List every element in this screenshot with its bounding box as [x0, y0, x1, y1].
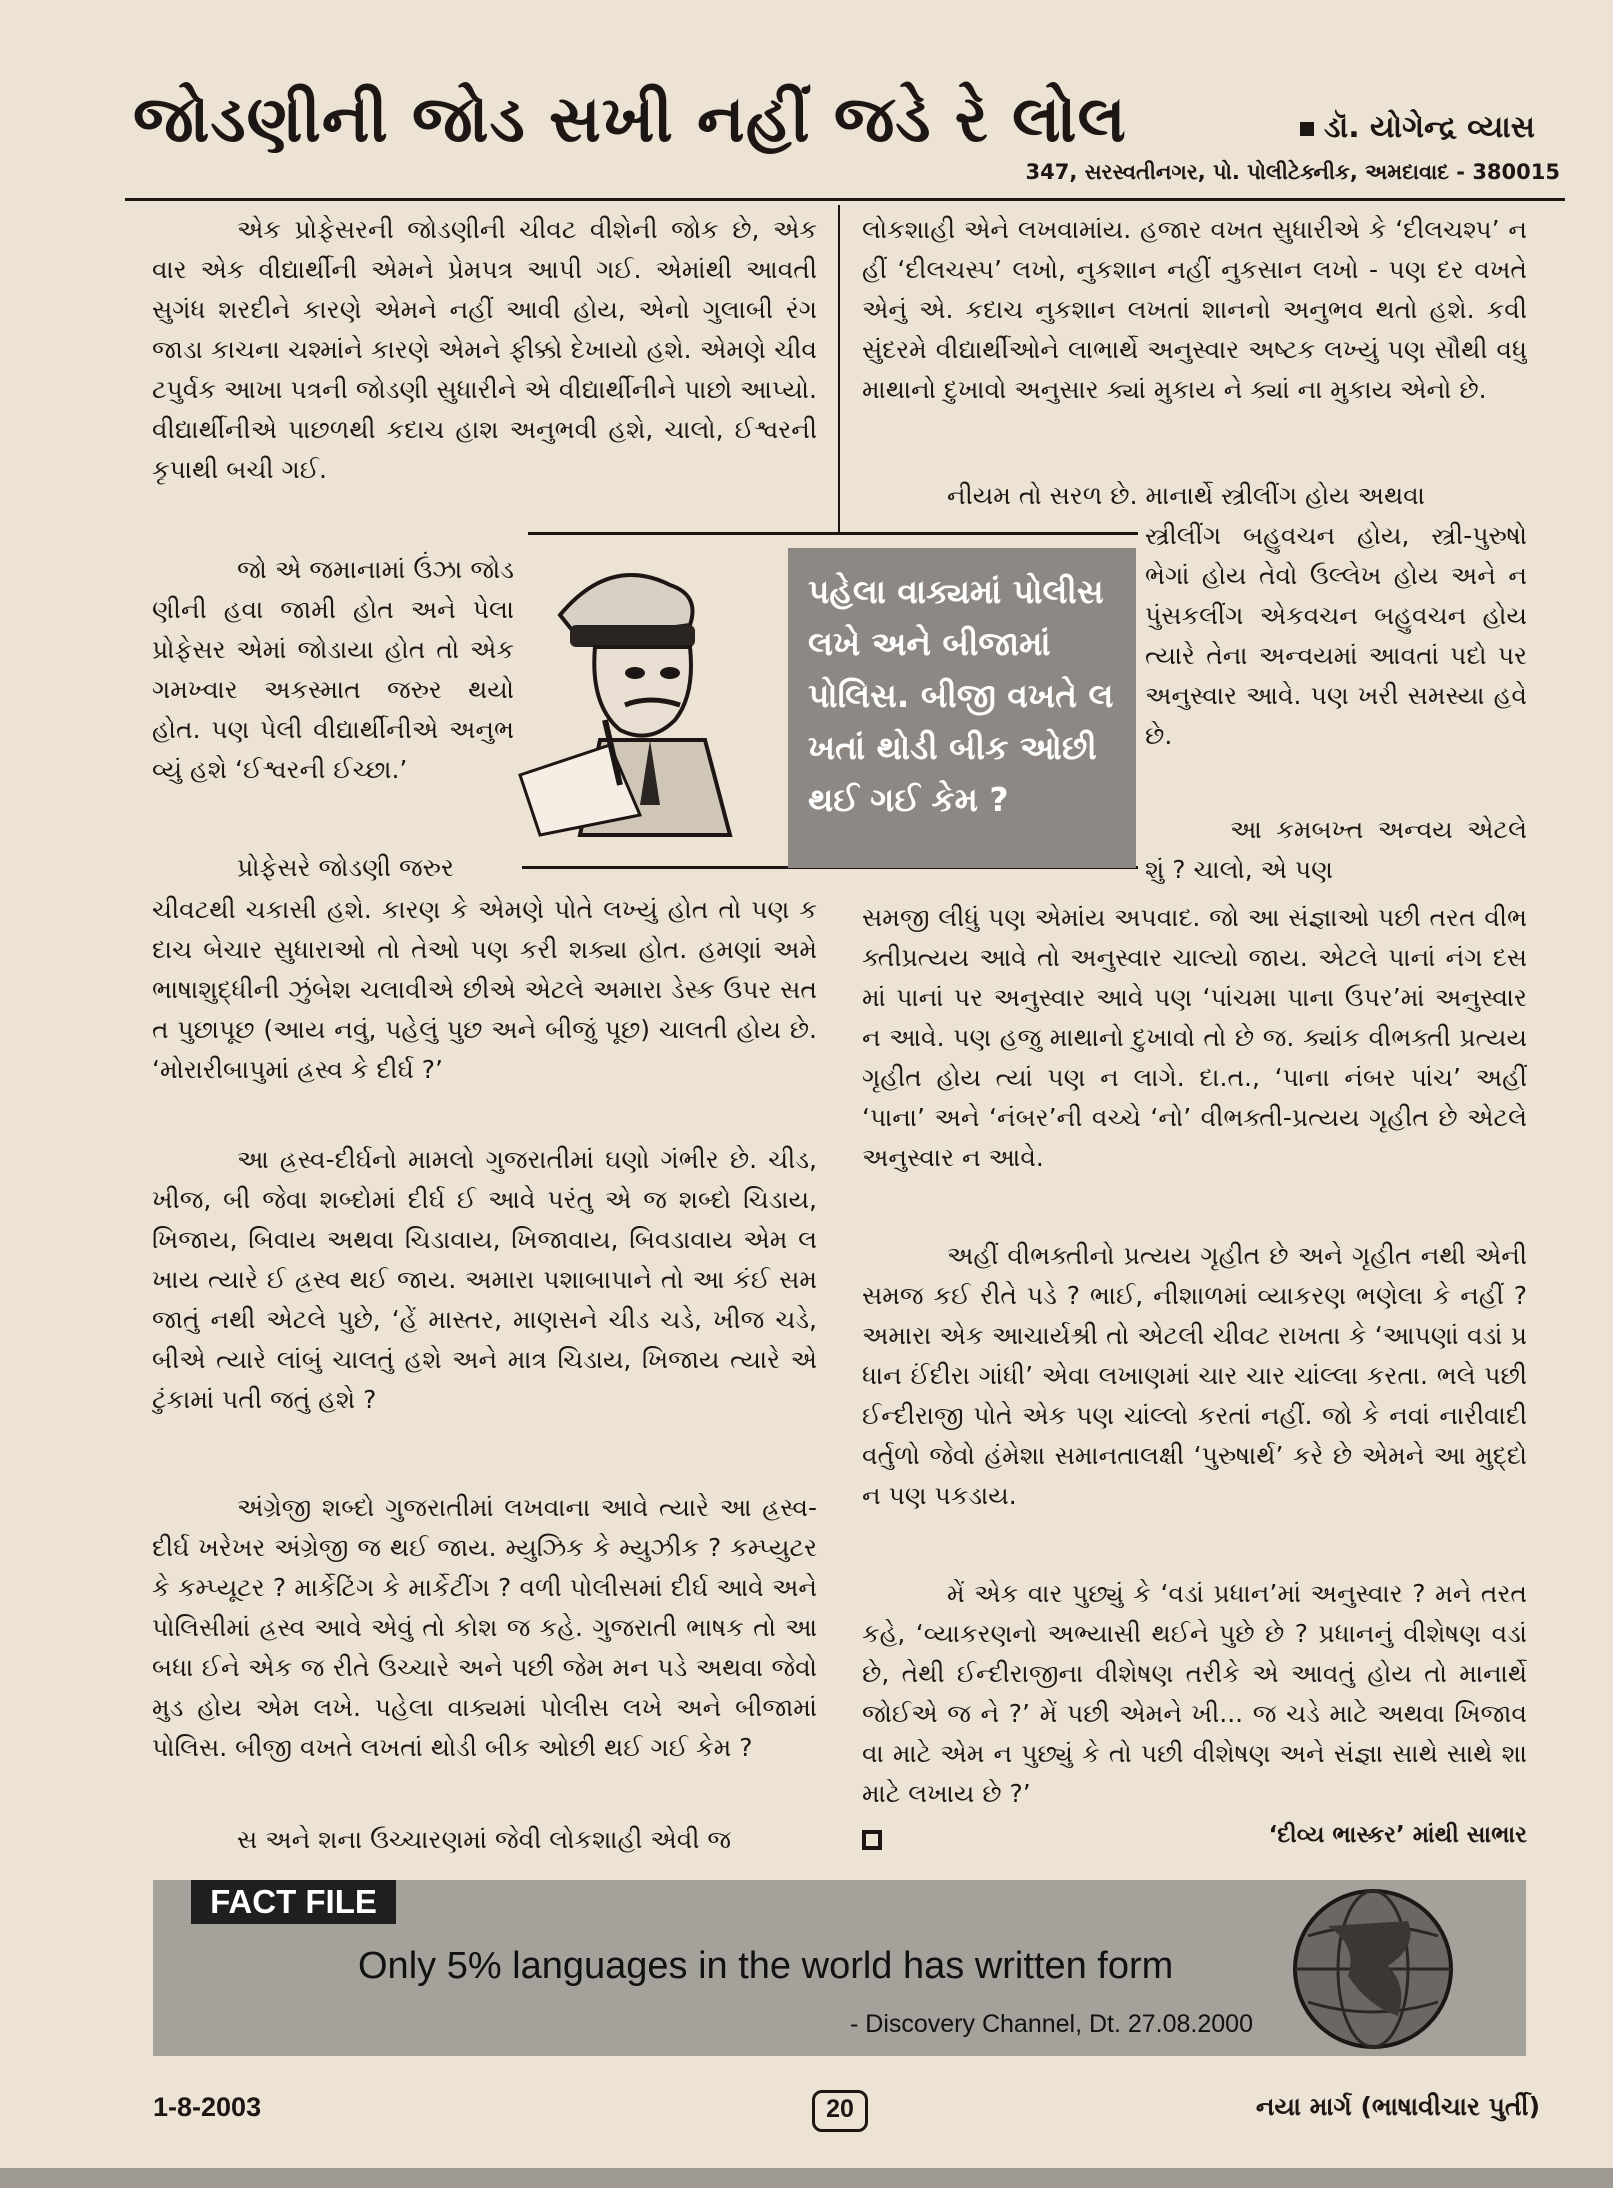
right-paragraph-2-continued: સ્ત્રીલીંગ બહુવચન હોય, સ્ત્રી-પુરુષો ભેગાં હોય તેવો ઉલ્લેખ હોય અને નપુંસકલીંગ એકવચન બહુવચન હોય ત્યારે તેના અન્વયમાં આવતાં પદો પર અનુસ્વાર આવે. પણ ખરી સમસ્યા હવે છે.	[1145, 521, 1527, 750]
left-paragraph-6: સ અને શના ઉચ્ચારણમાં જેવી લોકશાહી એવી જ	[237, 1825, 732, 1854]
footer-date: 1-8-2003	[153, 2092, 262, 2122]
right-paragraph-3-start: આ કમબખ્ત અન્વય એટલે શું ? ચાલો, એ પણ	[1145, 815, 1527, 884]
right-paragraph-3-continued: સમજી લીધું પણ એમાંય અપવાદ. જો આ સંજ્ઞાઓ પછી તરત વીભક્તીપ્રત્યય આવે તો અનુસ્વાર ચાલ્યો જાય. એટલે પાનાં નંગ દસમાં પાનાં પર અનુસ્વાર આવે પણ ‘પાંચમા પાના ઉપર’માં અનુસ્વાર ન આવે. પણ હજુ માથાનો દુખાવો તો છે જ. ક્યાંક વીભક્તી પ્રત્યય ગૃહીત હોય ત્યાં પણ ન લાગે. દા.ત., ‘પાના નંબર પાંચ’ અહીં ‘પાના’ અને ‘નંબર’ની વચ્ચે ‘નો’ વીભક્તી-પ્રત્યય ગૃહીત છે એટલે અનુસ્વાર ન આવે.	[862, 903, 1527, 1172]
end-mark-icon	[862, 1830, 882, 1850]
left-paragraph-2: જો એ જમાનામાં ઉંઝા જોડણીની હવા જામી હોત અને પેલા પ્રોફેસર એમાં જોડાયા હોત તો એક ગમખ્વાર અકસ્માત જરુર થયો હોત. પણ પેલી વીદ્યાર્થીનીએ અનુભવ્યું હશે ‘ઈશ્વરની ઈચ્છા.’	[152, 555, 514, 784]
left-paragraph-5: અંગ્રેજી શબ્દો ગુજરાતીમાં લખવાના આવે ત્યારે આ હ્રસ્વ-દીર્ઘ ખરેખર અંગ્રેજી જ થઈ જાય. મ્યુઝિક કે મ્યુઝીક ? કમ્પ્યુટર કે કમ્પ્યૂટર ? માર્કેટિંગ કે માર્કેટીંગ ? વળી પોલીસમાં દીર્ઘ આવે અને પોલિસીમાં હ્રસ્વ આવે એવું તો કોશ જ કહે. ગુજરાતી ભાષક તો આ બધા ઈને એક જ રીતે ઉચ્ચારે અને પછી જેમ મન પડે અથવા જેવો મુડ હોય એમ લખે. પહેલા વાક્યમાં પોલીસ લખે અને બીજામાં પોલિસ. બીજી વખતે લખતાં થોડી બીક ઓછી થઈ ગઈ કેમ ?	[152, 1493, 817, 1762]
globe-icon	[1288, 1886, 1458, 2052]
source-credit: ‘દીવ્ય ભાસ્કર’ માંથી સાભાર	[1268, 1822, 1527, 1848]
right-paragraph-2-start: નીયમ તો સરળ છે. માનાર્થે સ્ત્રીલીંગ હોય અથવા	[947, 481, 1425, 510]
policeman-cartoon	[500, 545, 790, 845]
author-address: 347, સરસ્વતીનગર, પો. પોલીટેક્નીક, અમદાવાદ - 380015	[1025, 160, 1560, 184]
footer-page-number: 20	[812, 2090, 868, 2132]
fact-file-text: Only 5% languages in the world has written form	[358, 1945, 1174, 1987]
pull-quote-text: પહેલા વાક્યમાં પોલીસ લખે અને બીજામાં પોલિસ. બીજી વખતે લખતાં થોડી બીક ઓછી થઈ ગઈ કેમ ?	[808, 572, 1114, 819]
left-paragraph-3-start: પ્રોફેસરે જોડણી જરુર	[237, 853, 454, 882]
scan-edge	[0, 2168, 1613, 2188]
square-bullet-icon	[1300, 122, 1314, 136]
right-paragraph-5: મેં એક વાર પુછ્યું કે ‘વડાં પ્રધાન’માં અનુસ્વાર ? મને તરત કહે, ‘વ્યાકરણનો અભ્યાસી થઈને પુછે છે ? પ્રધાનનું વીશેષણ વડાં છે, તેથી ઈન્દીરાજીના વીશેષણ તરીકે એ આવતું હોય તો માનાર્થે જોઈએ જ ને ?’ મેં પછી એમને ખી... જ ચડે માટે અથવા ખિજાવવા માટે એમ ન પુછ્યું કે તો પછી વીશેષણ અને સંજ્ઞા સાથે સાથે શા માટે લખાય છે ?’	[862, 1579, 1527, 1808]
column-divider	[838, 205, 840, 535]
right-paragraph-1: લોકશાહી એને લખવામાંય. હજાર વખત સુધારીએ કે ‘દીલચશ્પ’ નહીં ‘દીલચસ્પ’ લખો, નુકશાન નહીં નુકસાન લખો - પણ દર વખતે એનું એ. કદાચ નુકશાન લખતાં શાનનો અનુભવ થતો હશે. કવી સુંદરમે વીદ્યાર્થીઓને લાભાર્થે અનુસ્વાર અષ્ટક લખ્યું પણ સૌથી વધુ માથાનો દુખાવો અનુસાર ક્યાં મુકાય ને ક્યાં ના મુકાય એનો છે.	[862, 215, 1527, 404]
fact-file-tab: FACT FILE	[191, 1880, 396, 1924]
right-paragraph-4: અહીં વીભક્તીનો પ્રત્યય ગૃહીત છે અને ગૃહીત નથી એની સમજ કઈ રીતે પડે ? ભાઈ, નીશાળમાં વ્યાકરણ ભણેલા કે નહીં ? અમારા એક આચાર્યશ્રી તો એટલી ચીવટ રાખતા કે ‘આપણાં વડાં પ્રધાન ઈંદીરા ગાંધી’ એવા લખાણમાં ચાર ચાર ચાંલ્લા કરતા. ભલે પછી ઈન્દીરાજી પોતે એક પણ ચાંલ્લો કરતાં નહીં. જો કે નવાં નારીવાદી વર્તુળો જેવો હંમેશા સમાનતાલક્ષી ‘પુરુષાર્થ’ કરે છે એમને આ મુદ્દો ન પણ પકડાય.	[862, 1241, 1527, 1510]
left-paragraph-1: એક પ્રોફેસરની જોડણીની ચીવટ વીશેની જોક છે, એક વાર એક વીદ્યાર્થીની એમને પ્રેમપત્ર આપી ગઈ. એમાંથી આવતી સુગંધ શરદીને કારણે એમને નહીં આવી હોય, એનો ગુલાબી રંગ જાડા કાચના ચશ્માંને કારણે એમને ફીક્કો દેખાયો હશે. એમણે ચીવટપુર્વક આખા પત્રની જોડણી સુધારીને એ વીદ્યાર્થીનીને પાછો આપ્યો. વીદ્યાર્થીનીએ પાછળથી કદાચ હાશ અનુભવી હશે, ચાલો, ઈશ્વરની કૃપાથી બચી ગઈ.	[152, 215, 817, 484]
fact-file-box	[153, 1880, 1526, 2056]
header-rule	[125, 198, 1565, 201]
left-paragraph-3-continued: ચીવટથી ચકાસી હશે. કારણ કે એમણે પોતે લખ્યું હોત તો પણ કદાચ બેચાર સુધારાઓ તો તેઓ પણ કરી શક્યા હોત. હમણાં અમે ભાષાશુદ્ધીની ઝુંબેશ ચલાવીએ છીએ એટલે અમારા ડેસ્ક ઉપર સતત પુછાપૂછ (આય નવું, પહેલું પુછ અને બીજું પૂછ) ચાલતી હોય છે. ‘મોરારીબાપુમાં હ્રસ્વ કે દીર્ઘ ?’	[152, 895, 817, 1084]
footer-publication: નયા માર્ગ (ભાષાવીચાર પુર્તી)	[1255, 2092, 1540, 2121]
fact-file-source: - Discovery Channel, Dt. 27.08.2000	[850, 2010, 1253, 2038]
author-name: ડૉ. યોગેન્દ્ર વ્યાસ	[1324, 110, 1535, 145]
author-byline	[1300, 110, 1560, 150]
callout-top-rule	[528, 532, 1138, 535]
left-paragraph-4: આ હ્રસ્વ-દીર્ઘનો મામલો ગુજરાતીમાં ઘણો ગંભીર છે. ચીડ, ખીજ, બી જેવા શબ્દોમાં દીર્ઘ ઈ આવે પરંતુ એ જ શબ્દો ચિડાય, ખિજાય, બિવાય અથવા ચિડાવાય, ખિજાવાય, બિવડાવાય એમ લખાય ત્યારે ઈ હ્રસ્વ થઈ જાય. અમારા પશાબાપાને તો આ કંઈ સમજાતું નથી એટલે પુછે, ‘હેં માસ્તર, માણસને ચીડ ચડે, ખીજ ચડે, બીએ ત્યારે લાંબું ચાલતું હશે અને માત્ર ચિડાય, ખિજાય ત્યારે એ ટુંકામાં પતી જતું હશે ?	[152, 1145, 817, 1414]
pull-quote-box	[788, 548, 1136, 868]
article-title: જોડણીની જોડ સખી નહીં જડે રે લોલ	[133, 83, 1127, 157]
